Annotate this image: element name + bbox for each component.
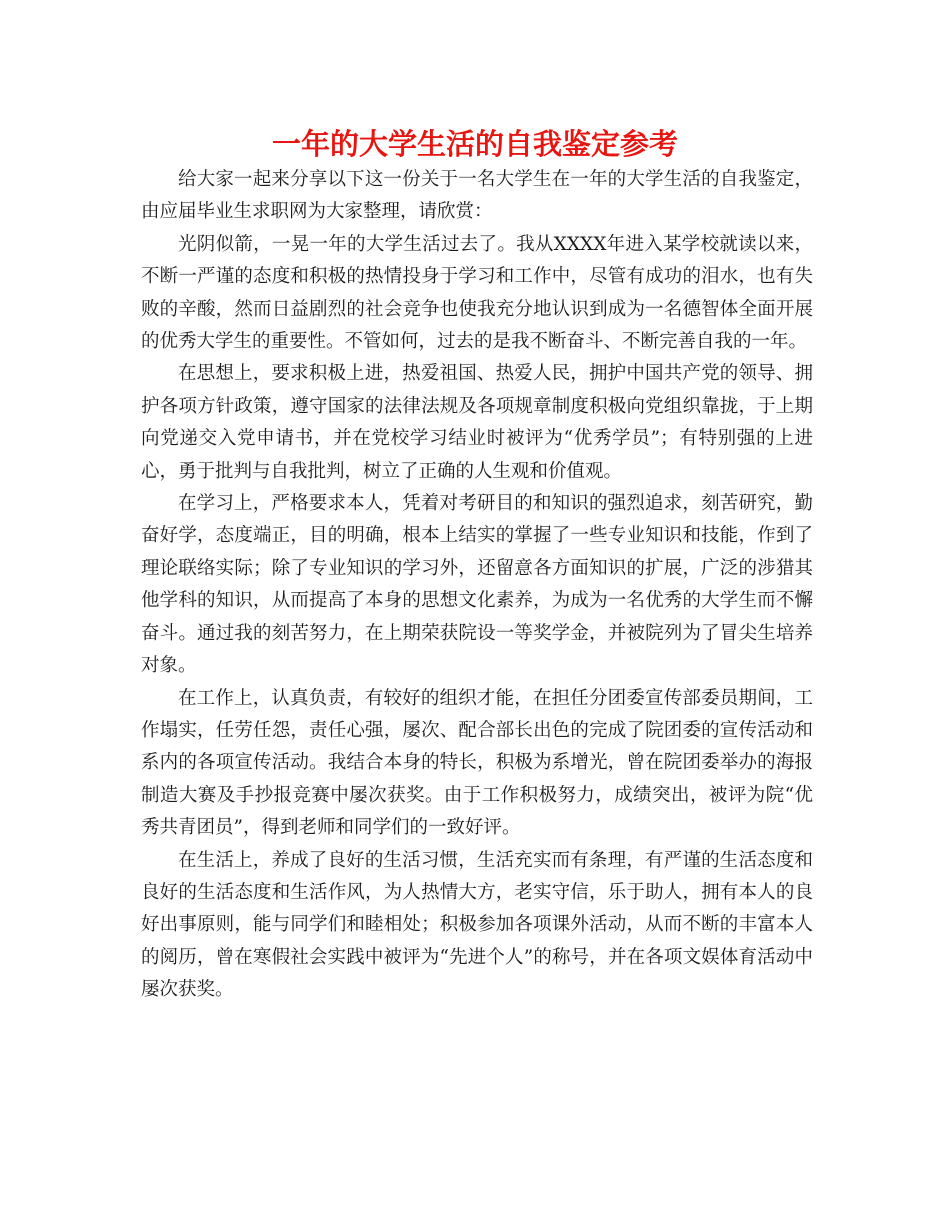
- paragraph-study: 在学习上，严格要求本人，凭着对考研目的和知识的强烈追求，刻苦研究，勤奋好学，态度端正，目的明确，根本上结实的掌握了一些专业知识和技能，作到了理论联络实际；除了专业知识的学习外，还留意各方面知识的扩展，广泛的涉猎其他学科的知识，从而提高了本身的思想文化素养，为成为一名优秀的大学生而不懈奋斗。通过我的刻苦努力，在上期荣获院设一等奖学金，并被院列为了冒尖生培养对象。: [141, 493, 813, 677]
- document-body: [141, 164, 813, 1007]
- paragraph-intro: 给大家一起来分享以下这一份关于一名大学生在一年的大学生活的自我鉴定，由应届毕业生求职网为大家整理，请欣赏：: [141, 169, 813, 223]
- paragraph-work: 在工作上，认真负责，有较好的组织才能，在担任分团委宣传部委员期间，工作塌实，任劳任怨，责任心强，屡次、配合部长出色的完成了院团委的宣传活动和系内的各项宣传活动。我结合本身的特长，积极为系增光，曾在院团委举办的海报制造大赛及手抄报竞赛中屡次获奖。由于工作积极努力，成绩突出，被评为院“优秀共青团员”，得到老师和同学们的一致好评。: [141, 687, 813, 839]
- paragraph-life: 在生活上，养成了良好的生活习惯，生活充实而有条理，有严谨的生活态度和良好的生活态度和生活作风，为人热情大方，老实守信，乐于助人，拥有本人的良好出事原则，能与同学们和睦相处；积极参加各项课外活动，从而不断的丰富本人的阅历，曾在寒假社会实践中被评为“先进个人”的称号，并在各项文娱体育活动中屡次获奖。: [141, 849, 813, 1001]
- document-title: 一年的大学生活的自我鉴定参考: [271, 127, 678, 161]
- paragraph-overview: 光阴似箭，一晃一年的大学生活过去了。我从XXXX年进入某学校就读以来，不断一严谨的态度和积极的热情投身于学习和工作中，尽管有成功的泪水，也有失败的辛酸，然而日益剧烈的社会竞争也使我充分地认识到成为一名德智体全面开展的优秀大学生的重要性。不管如何，过去的是我不断奋斗、不断完善自我的一年。: [141, 233, 813, 353]
- paragraph-ideology: 在思想上，要求积极上进，热爱祖国、热爱人民，拥护中国共产党的领导、拥护各项方针政策，遵守国家的法律法规及各项规章制度积极向党组织靠拢，于上期向党递交入党申请书，并在党校学习结业时被评为“优秀学员”；有特别强的上进心，勇于批判与自我批判，树立了正确的人生观和价值观。: [141, 363, 813, 482]
